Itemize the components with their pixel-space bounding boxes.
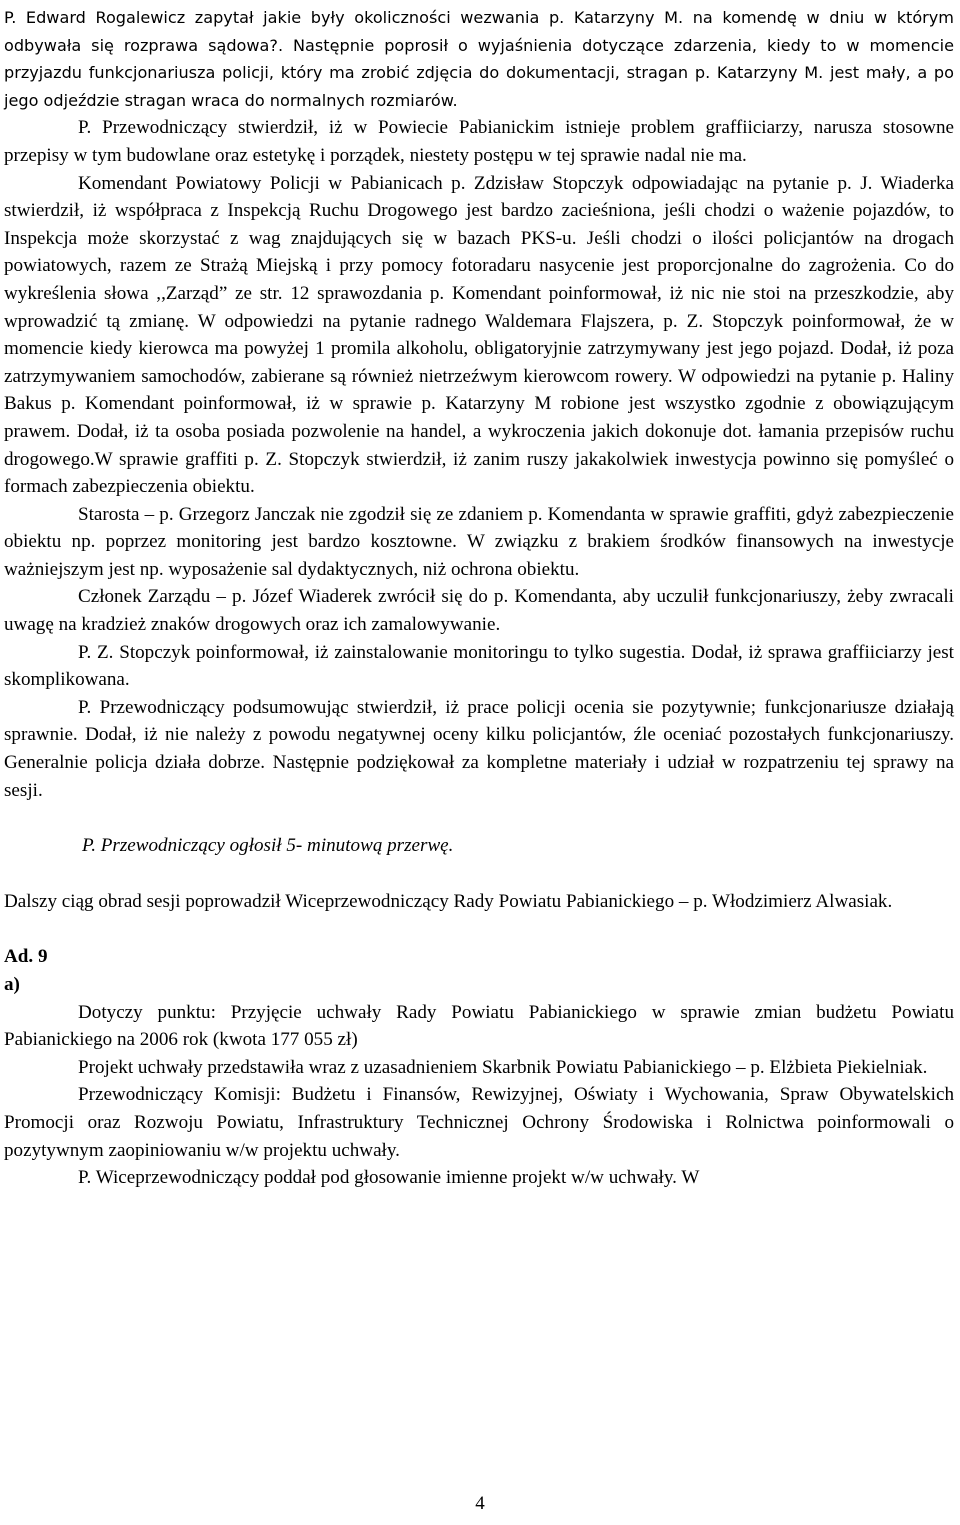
paragraph-stopczyk-monitoring: P. Z. Stopczyk poinformował, iż zainstalowanie monitoringu to tylko sugestia. Dodał, iż sprawa graffiiciarzy jest skomplikowana.: [4, 641, 954, 691]
paragraph-treasurer-presentation: Projekt uchwały przedstawiła wraz z uzasadnieniem Skarbnik Powiatu Pabianickiego – p. Elżbieta Piekielniak.: [78, 1056, 928, 1078]
agenda-subitem-label: a): [4, 974, 20, 995]
paragraph-session-continuation: Dalszy ciąg obrad sesji poprowadził Wiceprzewodniczący Rady Powiatu Pabianickiego – p. Włodzimierz Alwasiak.: [4, 890, 893, 912]
paragraph-starosta: Starosta – p. Grzegorz Janczak nie zgodził się ze zdaniem p. Komendanta w sprawie graffiti, gdyż zabezpieczenie obiektu np. poprzez monitoring jest bardzo kosztowne. W związku z brakiem środków finansowych na inwestycje ważniejszym jest np. wyposażenie sal dydaktycznych, niż ochrona obiektu.: [4, 503, 954, 580]
paragraph-committees-opinion: Przewodniczący Komisji: Budżetu i Finansów, Rewizyjnej, Oświaty i Wychowania, Spraw Obywatelskich Promocji oraz Rozwoju Powiatu, Infrastruktury Technicznej Ochrony Środowiska i Rolnictwa poinformowali o pozytywnym zaopiniowaniu w/w projektu uchwały.: [4, 1084, 954, 1161]
paragraph-chairman-summary: P. Przewodniczący podsumowując stwierdził, iż prace policji ocenia sie pozytywnie; funkcjonariusze działają sprawnie. Dodał, iż nie należy z powodu negatywnej oceny kilku policjantów, źle oceniać pozostałych funkcjonariuszy. Generalnie policja działa dobrze. Następnie podziękował za kompletne materiały i udział w rozpatrzeniu tej sprawy na sesji.: [4, 696, 954, 801]
paragraph-chairman-graffiti: P. Przewodniczący stwierdził, iż w Powiecie Pabianickim istnieje problem graffiiciarzy, narusza stosowne przepisy w tym budowlane oraz estetykę i porządek, niestety postępu w tej sprawie nadal nie ma.: [4, 117, 954, 166]
break-announcement: P. Przewodniczący ogłosił 5- minutową przerwę.: [82, 835, 454, 857]
paragraph-vote: P. Wiceprzewodniczący poddał pod głosowanie imienne projekt w/w uchwały. W: [78, 1167, 700, 1189]
paragraph-rogalewicz-question: P. Edward Rogalewicz zapytał jakie były okoliczności wezwania p. Katarzyny M. na komendę w dniu w którym odbywała się rozprawa sądowa?. Następnie poprosił o wyjaśnienia dotyczące zdarzenia, kiedy to w momencie przyjazdu funkcjonariusza policji, który ma zrobić zdjęcia do dokumentacji, stragan p. Katarzyny M. jest mały, a po jego odjeździe stragan wraca do normalnych rozmiarów.: [4, 8, 954, 110]
paragraph-budget-resolution: Dotyczy punktu: Przyjęcie uchwały Rady Powiatu Pabianickiego w sprawie zmian budżetu Powiatu Pabianickiego na 2006 rok (kwota 177 055 zł): [4, 1001, 954, 1051]
paragraph-commandant-answer: Komendant Powiatowy Policji w Pabianicach p. Zdzisław Stopczyk odpowiadając na pytanie p. J. Wiaderka stwierdził, iż współpraca z Inspekcją Ruchu Drogowego jest bardzo zacieśniona, jeśli chodzi o ważenie pojazdów, to Inspekcja może skorzystać z wag znajdujących się w bazach PKS-u. Jeśli chodzi o ilości policjantów na drogach powiatowych, razem ze Strażą Miejską i przy pomocy fotoradaru nasycenie jest proporcjonalne do zagrożenia. Co do wykreślenia słowa ,,Zarząd” ze str. 12 sprawozdania p. Komendant poinformował, iż nic nie stoi na przeszkodzie, aby wprowadzić tą zmianę. W odpowiedzi na pytanie radnego Waldemara Flajszera, p. Z. Stopczyk poinformował, że w momencie kiedy kierowca ma powyżej 1 promila alkoholu, obligatoryjnie zatrzymywany jest jego pojazd. Dodał, iż poza zatrzymywaniem samochodów, zabierane są również nietrzeźwym kierowcom rowery. W odpowiedzi na pytanie p. Haliny Bakus p. Komendant poinformował, iż w sprawie p. Katarzyny M robione jest wszystko zgodnie z obowiązującym prawem. Dodał, iż ta osoba posiada pozwolenie na handel, a wykroczenia jakich dokonuje dot. łamania przepisów ruchu drogowego.W sprawie graffiti p. Z. Stopczyk stwierdził, iż zanim ruszy jakakolwiek inwestycja powinno się pomyśleć o formach zabezpieczenia obiektu.: [4, 172, 954, 498]
agenda-item-heading: Ad. 9: [4, 946, 48, 968]
paragraph-board-member: Członek Zarządu – p. Józef Wiaderek zwrócił się do p. Komendanta, aby uczulił funkcjonariuszy, żeby zwracali uwagę na kradzież znaków drogowych oraz ich zamalowywanie.: [4, 586, 954, 636]
page-number: 4: [475, 1493, 485, 1514]
